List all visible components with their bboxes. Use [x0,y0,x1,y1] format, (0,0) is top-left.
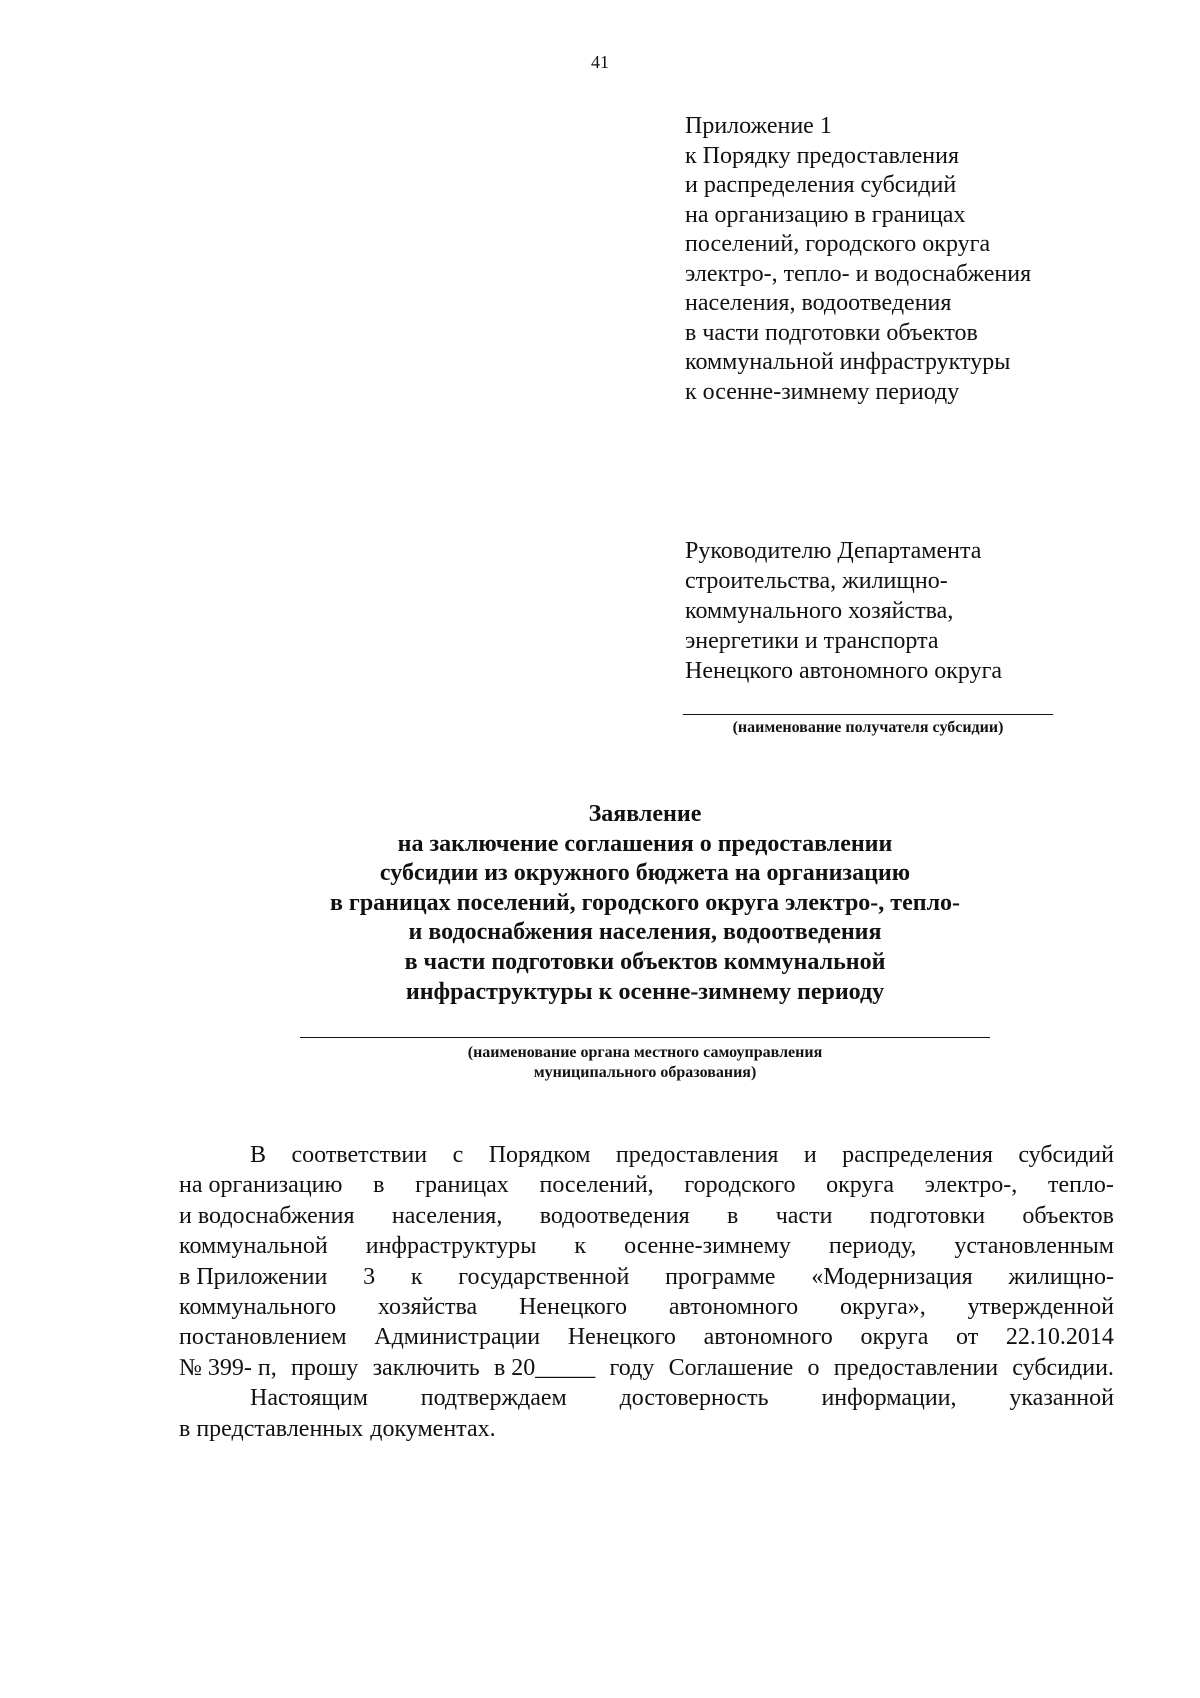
body-line [179,1231,1114,1261]
body-word: хозяйства [377,1294,478,1321]
body-word: автономного [703,1324,833,1351]
appendix-line: электро-, тепло- и водоснабжения [685,260,1032,287]
body-word: достоверность [619,1385,769,1412]
body-word: Ненецкого [519,1294,628,1321]
body-word: подтверждаем [420,1385,567,1412]
addressee-line: строительства, жилищно- [685,568,948,594]
body-word: субсидий [1018,1142,1114,1168]
page-number: 41 [591,52,609,72]
organization-caption-line: муниципального образования) [533,1064,757,1081]
addressee-line: Руководителю Департамента [685,538,982,564]
addressee-line: коммунального хозяйства, [685,598,954,624]
title-line: в границах поселений, городского округа электро-, тепло- [329,889,961,916]
body-line [179,1292,1114,1322]
body-line [179,1140,1114,1170]
body-word: документах. [370,1415,496,1442]
body-word: Ненецкого [567,1324,676,1351]
body-line [179,1322,1114,1352]
body-word: Соглашение [668,1354,794,1381]
organization-caption-line: (наименование органа местного самоуправления [467,1044,823,1061]
addressee-line: Ненецкого автономного округа [685,658,1003,684]
appendix-line: населения, водоотведения [685,290,952,316]
title-line: и водоснабжения населения, водоотведения [408,919,882,946]
addressee [685,536,1165,686]
title-line: на заключение соглашения о предоставлении [397,830,893,857]
body-line [179,1414,1114,1444]
body-line [179,1262,1114,1292]
body-word: указанной [1009,1385,1114,1412]
body-word: о [807,1354,820,1381]
body-word: от [956,1324,979,1351]
appendix-line: в части подготовки объектов [685,319,978,346]
body-word: предоставления [615,1142,779,1168]
body-word: программе [665,1263,776,1290]
body-paragraphs [179,1140,1114,1444]
body-word: информации, [821,1385,957,1412]
body-word: подготовки [869,1202,986,1229]
body-word: утвержденной [967,1294,1114,1321]
organization-name-field-line [300,1037,990,1038]
body-word: границах [415,1172,509,1199]
body-word: части [775,1202,833,1229]
appendix-line: коммунальной инфраструктуры [685,349,1011,375]
body-word: в представленных [179,1415,364,1442]
body-word: «Модернизация [811,1263,973,1290]
recipient-caption: (наименование получателя субсидии) [732,719,1004,736]
body-word: в 20_____ [493,1354,596,1381]
appendix-line: на организацию в границах [685,201,966,228]
appendix-line: к осенне-зимнему периоду [685,378,960,405]
body-word: Администрации [374,1324,541,1351]
body-word: в [373,1172,385,1199]
body-line [179,1353,1114,1383]
body-word: году [609,1354,655,1381]
title-line: в части подготовки объектов коммунальной [404,948,886,975]
body-word: заключить [372,1354,480,1381]
addressee-line: энергетики и транспорта [685,628,939,654]
body-word: и [803,1142,817,1168]
appendix-line: поселений, городского округа [685,231,991,257]
body-word: жилищно- [1008,1263,1114,1290]
body-word: соответствии [291,1142,428,1168]
body-word: и водоснабжения [179,1202,355,1229]
body-word: округа», [839,1294,926,1321]
body-line [179,1383,1114,1413]
body-word: субсидии. [1012,1354,1114,1381]
body-line [179,1170,1114,1200]
body-word: к [574,1233,587,1260]
body-word: электро-, [924,1172,1018,1199]
body-word: № 399- п, [179,1354,277,1381]
body-word: прошу [290,1354,359,1381]
body-word: В [250,1142,267,1168]
appendix-line: к Порядку предоставления [685,142,960,169]
body-word: государственной [458,1263,630,1290]
body-word: городского [684,1172,796,1199]
body-word: периоду, [828,1233,917,1260]
body-word: инфраструктуры [365,1233,537,1260]
body-word: объектов [1022,1202,1114,1229]
body-word: населения, [391,1202,503,1229]
body-word: постановлением [179,1324,347,1351]
body-word: в [727,1202,739,1229]
body-word: с [452,1142,464,1168]
title-line: субсидии из окружного бюджета на организацию [379,860,911,887]
body-word: на организацию [179,1172,343,1199]
body-word: округа [860,1324,929,1351]
body-word: тепло- [1047,1172,1114,1199]
body-word: водоотведения [539,1202,690,1229]
body-word: Настоящим [250,1385,368,1412]
body-word: осенне-зимнему [624,1233,791,1260]
body-word: предоставлении [833,1354,999,1381]
body-word: Порядком [488,1142,591,1168]
body-word: к [410,1263,423,1290]
recipient-name-field-line [683,714,1053,715]
body-word: 3 [363,1263,376,1290]
appendix-line: Приложение 1 [685,113,832,139]
body-word: поселений, [539,1172,654,1199]
body-word: автономного [668,1294,799,1321]
body-word: коммунальной [179,1233,328,1260]
appendix-reference [685,112,1165,407]
body-word: 22.10.2014 [1005,1324,1114,1351]
title-line: инфраструктуры к осенне-зимнему периоду [405,978,885,1005]
body-word: установленным [954,1233,1114,1260]
appendix-line: и распределения субсидий [685,172,957,198]
body-word: в Приложении [179,1263,328,1290]
body-word: распределения [842,1142,993,1168]
title-line: Заявление [588,801,702,827]
document-title [160,800,1130,1007]
body-word: округа [826,1172,894,1199]
body-word: коммунального [179,1294,337,1321]
body-line [179,1201,1114,1231]
organization-caption [300,1043,990,1083]
